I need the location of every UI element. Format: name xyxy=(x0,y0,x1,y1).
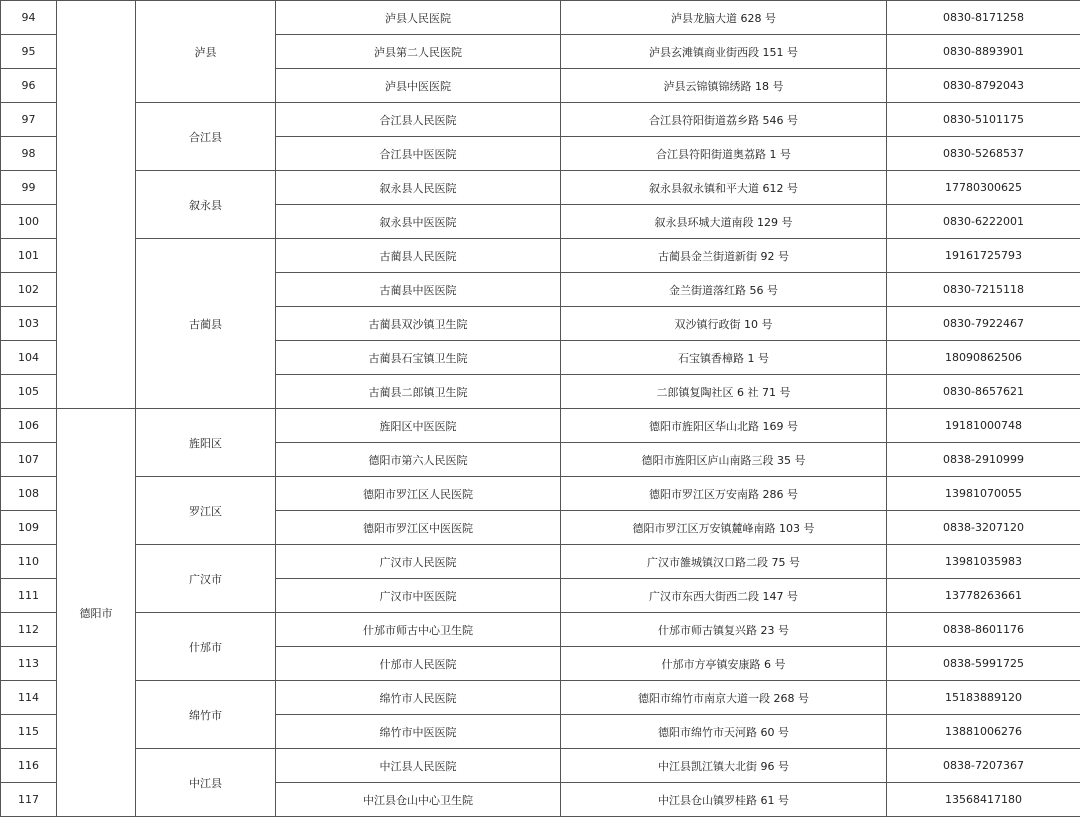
hospital-phone: 13981035983 xyxy=(887,545,1080,579)
hospital-phone: 0838-5991725 xyxy=(887,647,1080,681)
hospital-phone: 17780300625 xyxy=(887,171,1080,205)
row-number: 99 xyxy=(1,171,57,205)
county-cell: 中江县 xyxy=(136,749,276,817)
hospital-name: 绵竹市人民医院 xyxy=(276,681,561,715)
hospital-phone: 19161725793 xyxy=(887,239,1080,273)
hospital-phone: 0830-8792043 xyxy=(887,69,1080,103)
table-row xyxy=(1,1,1080,35)
row-number: 115 xyxy=(1,715,57,749)
hospital-phone: 13568417180 xyxy=(887,783,1080,817)
hospital-name: 德阳市第六人民医院 xyxy=(276,443,561,477)
row-number: 113 xyxy=(1,647,57,681)
hospital-name: 合江县中医医院 xyxy=(276,137,561,171)
row-number: 107 xyxy=(1,443,57,477)
row-number: 104 xyxy=(1,341,57,375)
hospital-name: 古蔺县人民医院 xyxy=(276,239,561,273)
hospital-phone: 0830-5268537 xyxy=(887,137,1080,171)
hospital-phone: 0830-7215118 xyxy=(887,273,1080,307)
hospital-name: 古蔺县石宝镇卫生院 xyxy=(276,341,561,375)
hospital-name: 泸县人民医院 xyxy=(276,1,561,35)
county-cell: 古蔺县 xyxy=(136,239,276,409)
hospital-name: 绵竹市中医医院 xyxy=(276,715,561,749)
hospital-address: 广汉市雒城镇汉口路二段 75 号 xyxy=(561,545,887,579)
hospital-name: 合江县人民医院 xyxy=(276,103,561,137)
hospital-address: 二郎镇复陶社区 6 社 71 号 xyxy=(561,375,887,409)
county-cell: 泸县 xyxy=(136,1,276,103)
hospital-name: 古蔺县中医医院 xyxy=(276,273,561,307)
row-number: 98 xyxy=(1,137,57,171)
row-number: 112 xyxy=(1,613,57,647)
hospital-address: 双沙镇行政街 10 号 xyxy=(561,307,887,341)
hospital-name: 德阳市罗江区人民医院 xyxy=(276,477,561,511)
hospital-address: 石宝镇香樟路 1 号 xyxy=(561,341,887,375)
hospital-phone: 18090862506 xyxy=(887,341,1080,375)
hospital-name: 泸县第二人民医院 xyxy=(276,35,561,69)
county-cell: 合江县 xyxy=(136,103,276,171)
hospital-name: 广汉市人民医院 xyxy=(276,545,561,579)
row-number: 116 xyxy=(1,749,57,783)
hospital-phone: 0838-2910999 xyxy=(887,443,1080,477)
hospital-name: 中江县人民医院 xyxy=(276,749,561,783)
hospital-name: 什邡市师古中心卫生院 xyxy=(276,613,561,647)
hospital-phone: 15183889120 xyxy=(887,681,1080,715)
county-cell: 绵竹市 xyxy=(136,681,276,749)
hospital-name: 叙永县人民医院 xyxy=(276,171,561,205)
row-number: 102 xyxy=(1,273,57,307)
hospital-address: 什邡市师古镇复兴路 23 号 xyxy=(561,613,887,647)
hospital-address: 德阳市旌阳区庐山南路三段 35 号 xyxy=(561,443,887,477)
hospital-phone: 13881006276 xyxy=(887,715,1080,749)
table-row xyxy=(1,545,1080,579)
hospital-phone: 19181000748 xyxy=(887,409,1080,443)
county-cell: 旌阳区 xyxy=(136,409,276,477)
hospital-address: 泸县云锦镇锦绣路 18 号 xyxy=(561,69,887,103)
table-row xyxy=(1,749,1080,783)
row-number: 105 xyxy=(1,375,57,409)
hospital-phone: 0838-3207120 xyxy=(887,511,1080,545)
hospital-address: 叙永县环城大道南段 129 号 xyxy=(561,205,887,239)
hospital-address: 合江县符阳街道荔乡路 546 号 xyxy=(561,103,887,137)
row-number: 101 xyxy=(1,239,57,273)
hospital-phone: 13778263661 xyxy=(887,579,1080,613)
hospital-address: 金兰街道落红路 56 号 xyxy=(561,273,887,307)
county-cell: 广汉市 xyxy=(136,545,276,613)
row-number: 109 xyxy=(1,511,57,545)
hospital-phone: 0830-8171258 xyxy=(887,1,1080,35)
table-row xyxy=(1,409,1080,443)
hospital-phone: 0830-7922467 xyxy=(887,307,1080,341)
row-number: 111 xyxy=(1,579,57,613)
row-number: 103 xyxy=(1,307,57,341)
hospital-address: 中江县仓山镇罗桂路 61 号 xyxy=(561,783,887,817)
hospital-address: 中江县凯江镇大北街 96 号 xyxy=(561,749,887,783)
row-number: 95 xyxy=(1,35,57,69)
hospital-phone: 0830-8893901 xyxy=(887,35,1080,69)
row-number: 96 xyxy=(1,69,57,103)
hospital-address: 德阳市罗江区万安镇麓峰南路 103 号 xyxy=(561,511,887,545)
hospital-name: 德阳市罗江区中医医院 xyxy=(276,511,561,545)
row-number: 110 xyxy=(1,545,57,579)
hospital-name: 中江县仓山中心卫生院 xyxy=(276,783,561,817)
hospital-name: 旌阳区中医医院 xyxy=(276,409,561,443)
row-number: 108 xyxy=(1,477,57,511)
table-row xyxy=(1,239,1080,273)
county-cell: 罗江区 xyxy=(136,477,276,545)
hospital-address: 叙永县叙永镇和平大道 612 号 xyxy=(561,171,887,205)
hospital-address: 古蔺县金兰街道新街 92 号 xyxy=(561,239,887,273)
hospital-name: 广汉市中医医院 xyxy=(276,579,561,613)
county-cell: 什邡市 xyxy=(136,613,276,681)
hospital-phone: 0838-8601176 xyxy=(887,613,1080,647)
hospital-phone: 0830-8657621 xyxy=(887,375,1080,409)
hospital-address: 德阳市绵竹市南京大道一段 268 号 xyxy=(561,681,887,715)
hospital-phone: 0838-7207367 xyxy=(887,749,1080,783)
hospital-name: 什邡市人民医院 xyxy=(276,647,561,681)
row-number: 100 xyxy=(1,205,57,239)
hospital-name: 古蔺县双沙镇卫生院 xyxy=(276,307,561,341)
hospital-address: 德阳市绵竹市天河路 60 号 xyxy=(561,715,887,749)
row-number: 106 xyxy=(1,409,57,443)
row-number: 117 xyxy=(1,783,57,817)
row-number: 114 xyxy=(1,681,57,715)
hospital-address: 德阳市旌阳区华山北路 169 号 xyxy=(561,409,887,443)
row-number: 97 xyxy=(1,103,57,137)
hospital-address: 德阳市罗江区万安南路 286 号 xyxy=(561,477,887,511)
table-row xyxy=(1,681,1080,715)
hospital-address: 什邡市方亭镇安康路 6 号 xyxy=(561,647,887,681)
table-row xyxy=(1,171,1080,205)
table-row xyxy=(1,103,1080,137)
hospital-phone: 13981070055 xyxy=(887,477,1080,511)
hospital-address: 泸县玄滩镇商业街西段 151 号 xyxy=(561,35,887,69)
city-cell xyxy=(57,1,136,409)
table-row xyxy=(1,613,1080,647)
hospital-address: 广汉市东西大街西二段 147 号 xyxy=(561,579,887,613)
table-row xyxy=(1,477,1080,511)
hospital-phone: 0830-6222001 xyxy=(887,205,1080,239)
hospital-address: 合江县符阳街道奥荔路 1 号 xyxy=(561,137,887,171)
county-cell: 叙永县 xyxy=(136,171,276,239)
hospital-name: 古蔺县二郎镇卫生院 xyxy=(276,375,561,409)
hospital-name: 叙永县中医医院 xyxy=(276,205,561,239)
hospital-name: 泸县中医医院 xyxy=(276,69,561,103)
row-number: 94 xyxy=(1,1,57,35)
hospital-address: 泸县龙脑大道 628 号 xyxy=(561,1,887,35)
city-cell: 德阳市 xyxy=(57,409,136,817)
hospital-phone: 0830-5101175 xyxy=(887,103,1080,137)
